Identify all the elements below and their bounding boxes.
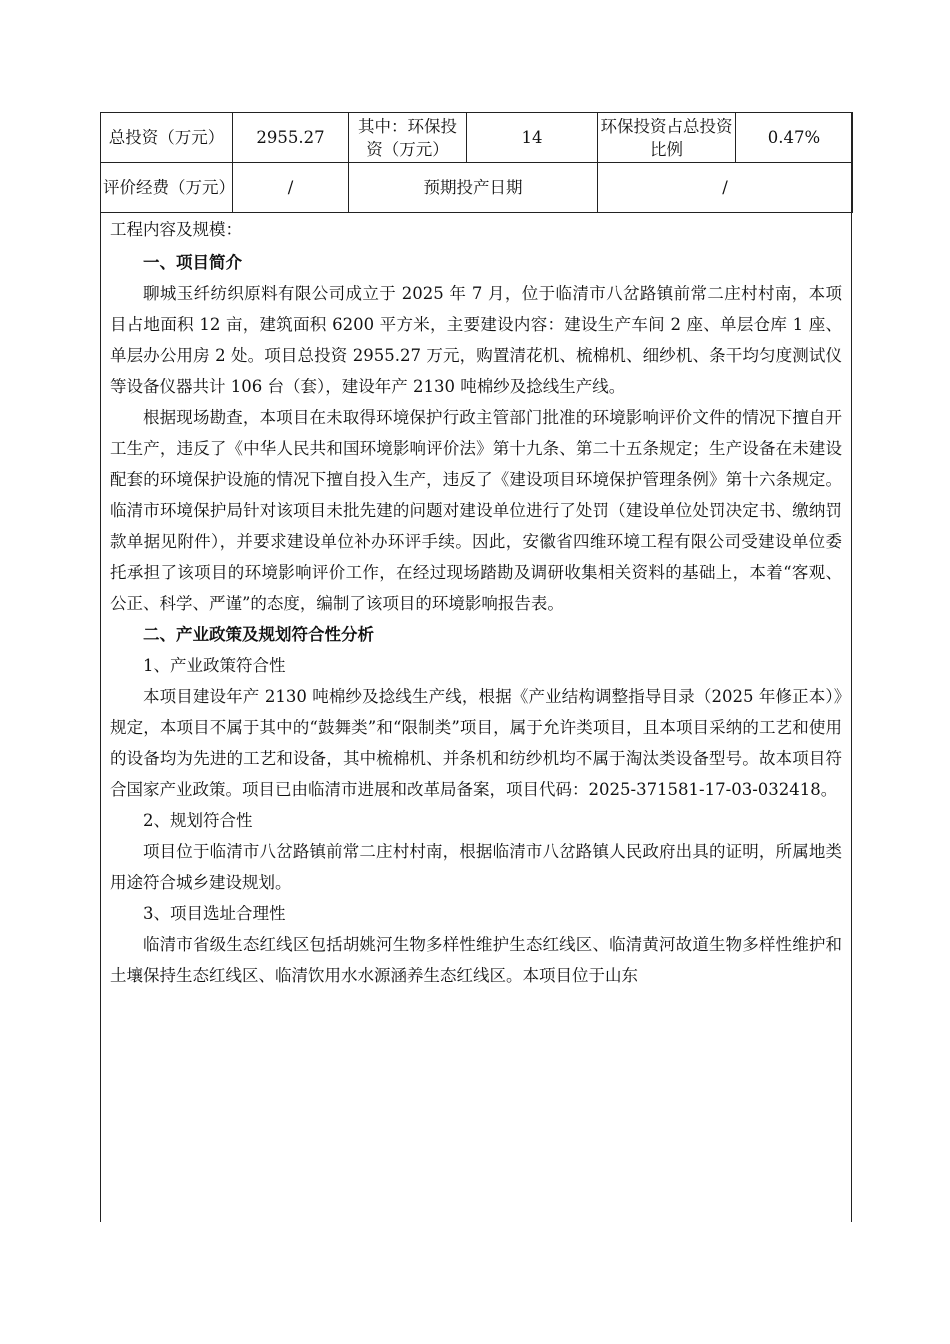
production-date-label: 预期投产日期 [349,163,598,213]
env-investment-label: 其中：环保投资（万元） [349,113,467,163]
env-ratio-label: 环保投资占总投资比例 [598,113,736,163]
content-heading: 工程内容及规模： [110,220,242,239]
production-date-value: / [598,163,853,213]
env-investment-value: 14 [467,113,598,163]
evaluation-fee-value: / [233,163,349,213]
project-info-table [100,112,853,213]
paragraph-background: 根据现场勘查，本项目在未取得环境保护行政主管部门批准的环境影响评价文件的情况下擅自开工生产，违反了《中华人民共和国环境影响评价法》第十九条、第二十五条规定；生产设备在未建设配套的环境保护设施的情况下擅自投入生产，违反了《建设项目环境保护管理条例》第十六条规定。临清市环境保护局针对该项目未批先建的问题对建设单位进行了处罚（建设单位处罚决定书、缴纳罚款单据见附件），并要求建设单位补办环评手续。因此，安徽省四维环境工程有限公司受建设单位委托承担了该项目的环境影响评价工作，在经过现场踏勘及调研收集相关资料的基础上，本着“客观、公正、科学、严谨”的态度，编制了该项目的环境影响报告表。 [110,407,842,613]
subheading-policy: 1、产业政策符合性 [143,655,286,675]
env-ratio-value: 0.47% [736,113,853,163]
paragraph-planning: 项目位于临清市八岔路镇前常二庄村村南，根据临清市八岔路镇人民政府出具的证明，所属地类用途符合城乡建设规划。 [110,841,842,892]
subheading-site: 3、项目选址合理性 [143,903,286,923]
evaluation-fee-label: 评价经费（万元） [101,163,233,213]
section-heading-2: 二、产业政策及规划符合性分析 [143,624,374,644]
paragraph-policy: 本项目建设年产 2130 吨棉纱及捻线生产线，根据《产业结构调整指导目录（2025 年修正本）》规定，本项目不属于其中的“鼓舞类”和“限制类”项目，属于允许类项目，且本项目采纳的工艺和使用的设备均为先进的工艺和设备，其中梳棉机、并条机和纺纱机均不属于淘汰类设备型号。故本项目符合国家产业政策。项目已由临清市进展和改革局备案，项目代码：2025-371581-17-03-032418。 [110,686,842,799]
paragraph-site: 临清市省级生态红线区包括胡姚河生物多样性维护生态红线区、临清黄河故道生物多样性维护和土壤保持生态红线区、临清饮用水水源涵养生态红线区。本项目位于山东 [110,934,842,985]
section-heading-1: 一、项目简介 [143,252,242,272]
paragraph-overview: 聊城玉纤纺织原料有限公司成立于 2025 年 7 月，位于临清市八岔路镇前常二庄村村南，本项目占地面积 12 亩，建筑面积 6200 平方米，主要建设内容：建设生产车间 2 座、单层仓库 1 座、单层办公用房 2 处。项目总投资 2955.27 万元，购置清花机、梳棉机、细纱机、条干均匀度测试仪等设备仪器共计 106 台（套），建设年产 2130 吨棉纱及捻线生产线。 [110,283,842,396]
project-content [110,214,842,991]
total-investment-label: 总投资（万元） [101,113,233,163]
total-investment-value: 2955.27 [233,113,349,163]
subheading-planning: 2、规划符合性 [143,810,253,830]
